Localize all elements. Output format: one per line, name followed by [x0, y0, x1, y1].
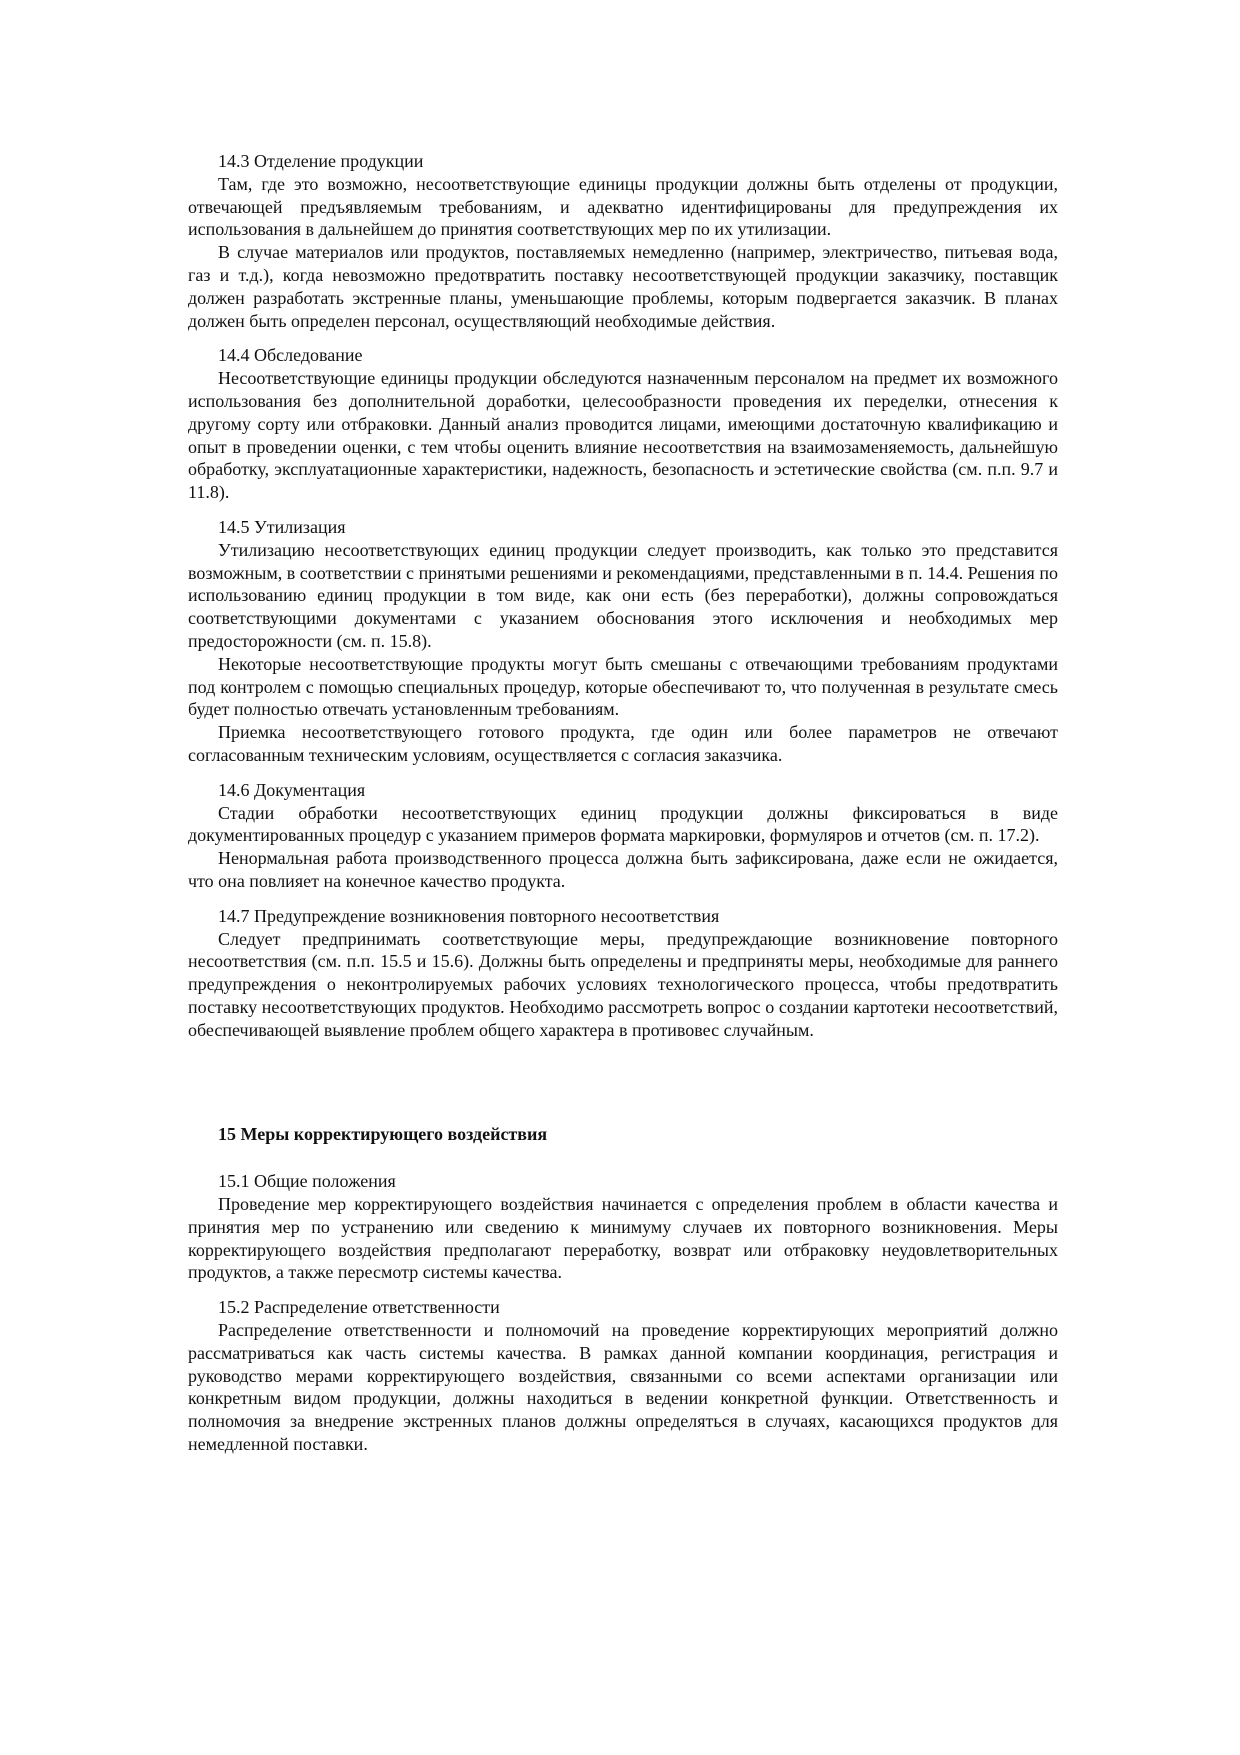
document-page — [188, 150, 1058, 1468]
section-title: 14.3 Отделение продукции — [218, 151, 424, 171]
paragraph: Некоторые несоответствующие продукты могут быть смешаны с отвечающими требованиям продуктами под контролем с помощью специальных процедур, которые обеспечивают то, что полученная в результате смесь будет полностью отвечать установленным требованиям. — [188, 653, 1058, 720]
chapter-title: 15 Меры корректирующего воздействия — [218, 1124, 548, 1145]
paragraph: Распределение ответственности и полномочий на проведение корректирующих мероприятий должно рассматриваться как часть системы качества. В рамках данной компании координация, регистрация и руководство мерами корректирующего воздействия, связанными со всеми аспектами организации или конкретным видом продукции, должны находиться в ведении конкретной функции. Ответственность и полномочия за внедрение экстренных планов должны определяться в случаях, касающихся продуктов для немедленной поставки. — [188, 1320, 1058, 1455]
section-title: 15.1 Общие положения — [218, 1171, 396, 1192]
section-title: 14.4 Обследование — [218, 345, 363, 366]
paragraph: Там, где это возможно, несоответствующие единицы продукции должны быть отделены от продукции, отвечающей предъявляемым требованиям, и адекватно идентифицированы для предупреждения их использования в дальнейшем до принятия соответствующих мер по их утилизации. — [188, 173, 1058, 240]
paragraph: Стадии обработки несоответствующих единиц продукции должны фиксироваться в виде документированных процедур с указанием примеров формата маркировки, формуляров и отчетов (см. п. 17.2). — [188, 802, 1058, 846]
section-title: 14.7 Предупреждение возникновения повторного несоответствия — [218, 905, 720, 926]
paragraph: Несоответствующие единицы продукции обследуются назначенным персоналом на предмет их возможного использования без дополнительной доработки, целесообразности проведения их переделки, отнесения к другому сорту или отбраковки. Данный анализ проводится лицами, имеющими достаточную квалификацию и опыт в проведении оценки, с тем чтобы оценить влияние несоответствия на взаимозаменяемость, дальнейшую обработку, эксплуатационные характеристики, надежность, безопасность и эстетические свойства (см. п.п. 9.7 и 11.8). — [188, 368, 1058, 503]
section-14-7 — [188, 905, 1058, 1042]
section-14-3 — [188, 150, 1058, 332]
section-14-6 — [188, 779, 1058, 893]
paragraph: Утилизацию несоответствующих единиц продукции следует производить, как только это представится возможным, в соответствии с принятыми решениями и рекомендациями, представленными в п. 14.4. Решения по использованию единиц продукции в том виде, как они есть (без переработки), должны сопровождаться соответствующими документами с указанием обоснования этого исключения и необходимых мер предосторожности (см. п. 15.8). — [188, 539, 1058, 651]
section-15-2 — [188, 1296, 1058, 1456]
section-title: 14.6 Документация — [218, 779, 366, 800]
section-title: 15.2 Распределение ответственности — [218, 1297, 500, 1318]
paragraph: Приемка несоответствующего готового продукта, где один или более параметров не отвечают согласованным техническим условиям, осуществляется с согласия заказчика. — [188, 722, 1058, 765]
section-title: 14.5 Утилизация — [218, 516, 346, 537]
paragraph: Проведение мер корректирующего воздействия начинается с определения проблем в области качества и принятия мер по устранению или сведению к минимуму случаев их повторного возникновения. Меры корректирующего воздействия предполагают переработку, возврат или отбраковку неудовлетворительных продуктов, а также пересмотр системы качества. — [188, 1194, 1058, 1283]
paragraph: Следует предпринимать соответствующие меры, предупреждающие возникновение повторного несоответствия (см. п.п. 15.5 и 15.6). Должны быть определены и предприняты меры, необходимые для раннего предупреждения о неконтролируемых рабочих условиях технологического процесса, чтобы предотвратить поставку несоответствующих продуктов. Необходимо рассмотреть вопрос о создании картотеки несоответствий, обеспечивающей выявление проблем общего характера в противовес случайным. — [188, 928, 1058, 1040]
section-14-4 — [188, 344, 1058, 504]
chapter-spacer — [188, 1053, 1058, 1123]
section-14-5 — [188, 516, 1058, 767]
paragraph: В случае материалов или продуктов, поставляемых немедленно (например, электричество, питьевая вода, газ и т.д.), когда невозможно предотвратить поставку несоответствующей продукции заказчику, поставщик должен разработать экстренные планы, уменьшающие проблемы, которым подвергается заказчик. В планах должен быть определен персонал, осуществляющий необходимые действия. — [188, 242, 1058, 331]
paragraph: Ненормальная работа производственного процесса должна быть зафиксирована, даже если не ожидается, что она повлияет на конечное качество продукта. — [188, 848, 1058, 891]
section-15-1 — [188, 1170, 1058, 1284]
